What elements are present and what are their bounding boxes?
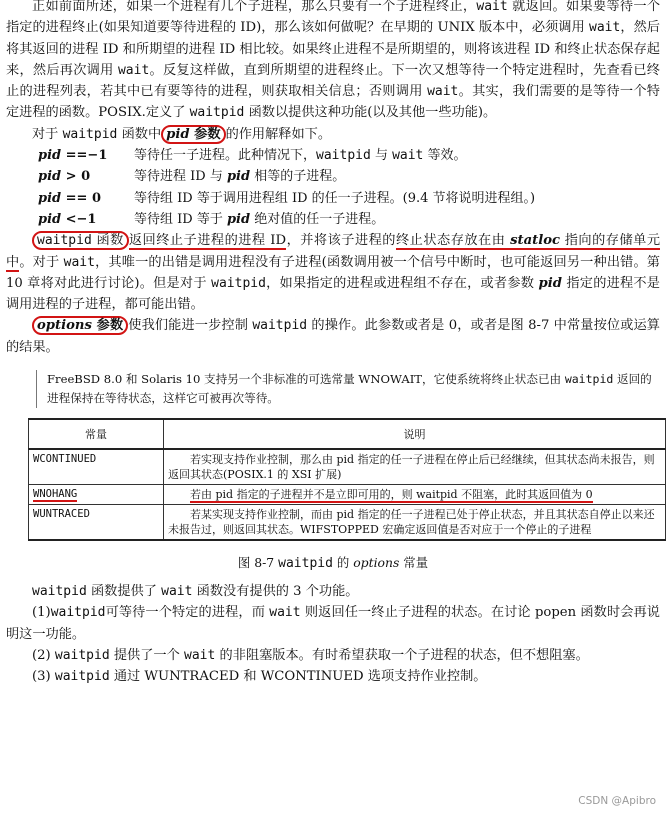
pid-param-annotation: pid 参数 — [161, 125, 225, 144]
paragraph-intro: 正如前面所述，如果一个进程有几个子进程，那么只要有一个子进程终止，wait 就返回。如果要等待一个指定的进程终止(如果知道要等待进程的 ID)，那么该如何做呢？在早期的 UNIX 版本中，必须调用 wait，然后将其返回的进程 ID 和所期望的进程 ID 相比较。如果终止进程不是所期望的，则将该进程 ID 和终止状态保存起来，然后再次调用 wait。反复这样做，直到所期望的进程终止。下一次又想等待一个特定进程时，先查看已终止的进程列表，若其中已有要等待的进程，则获取相关信息；否则调用 wait。其实，我们需要的是等待一个特定进程的函数。POSIX.定义了 waitpid 函数以提供这种功能(以及其他一些功能)。 — [6, 0, 661, 121]
options-constants-table — [28, 418, 666, 541]
figure-caption: 图 8-7 waitpid 的 options 常量 — [237, 555, 429, 572]
table-header-row — [29, 419, 666, 449]
pid-rule-item: pid == 0 等待组 ID 等于调用进程组 ID 的任一子进程。(9.4 节将说明进程组。) — [38, 190, 536, 206]
table-row: WUNTRACED 若某实现支持作业控制，而由 pid 指定的任一子进程已处于停止状态，并且其状态自停止以来还未报告过，则返回其状态。WIFSTOPPED 宏确定返回值是否对应于一个停止的子进程 — [29, 505, 666, 541]
table-row — [29, 485, 666, 505]
pid-rules-list — [6, 145, 660, 230]
options-param-annotation: options 参数 — [32, 316, 128, 335]
paragraph-return-value: waitpid 函数 返回终止子进程的进程 ID，并将该子进程的终止状态存放在由 statloc 指向的存储单元中。对于 wait，其唯一的出错是调用进程没有子进程(函数调用被一个信号中断时，也可能返回另一种出错。第 10 章将对此进行讨论)。但是对于 waitpid，如果指定的进程或进程组不存在，或者参数 pid 指定的进程不是调用进程的子进程，都可能出错。 — [6, 233, 661, 313]
pid-rule-item: pid ==−1 等待任一子进程。此种情况下，waitpid 与 wait 等效。 — [38, 148, 467, 164]
column-header-description: 说明 — [164, 419, 666, 449]
pid-rule-item: pid > 0 等待进程 ID 与 pid 相等的子进程。 — [38, 169, 346, 185]
status-storage-underline: 终止状态存放在由 statloc 指向的存储单元中 — [6, 233, 661, 270]
paragraph-features: waitpid 函数提供了 wait 函数没有提供的 3 个功能。 — [32, 584, 359, 600]
wnohang-underline: WNOHANG — [33, 488, 78, 501]
feature-item-1: (1)waitpid可等待一个特定的进程，而 wait 则返回任一终止子进程的状态。在讨论 popen 函数时会再说明这一功能。 — [6, 605, 660, 642]
wnohang-desc-underline: 若由 pid 指定的子进程并不是立即可用的，则 waitpid 不阻塞，此时其返回值为 0 — [190, 488, 593, 502]
watermark-text: CSDN @Apibro — [578, 795, 656, 807]
paragraph-options: options 参数 使我们能进一步控制 waitpid 的操作。此参数或者是 0，或者是图 8-7 中常量按位或运算的结果。 — [6, 318, 660, 355]
return-pid-underline: 返回终止子进程的进程 ID — [128, 233, 287, 249]
paragraph-pid-intro: 对于 waitpid 函数中 pid 参数 的作用解释如下。 — [32, 126, 332, 142]
feature-item-2: (2) waitpid 提供了一个 wait 的非阻塞版本。有时希望获取一个子进程的状态，但不想阻塞。 — [32, 647, 589, 663]
column-header-constant: 常量 — [29, 419, 164, 449]
side-note: FreeBSD 8.0 和 Solaris 10 支持另一个非标准的可选常量 WNOWAIT，它使系统将终止状态已由 waitpid 返回的进程保持在等待状态，这样它可被再次等待。 — [36, 370, 660, 408]
table-row: WCONTINUED 若实现支持作业控制，那么由 pid 指定的任一子进程在停止后已经继续，但其状态尚未报告，则返回其状态(POSIX.1 的 XSI 扩展) — [29, 449, 666, 485]
waitpid-function-annotation: waitpid 函数 — [32, 231, 129, 250]
feature-item-3: (3) waitpid 通过 WUNTRACED 和 WCONTINUED 选项支持作业控制。 — [32, 669, 487, 685]
pid-rule-item: pid <−1 等待组 ID 等于 pid 绝对值的任一子进程。 — [38, 211, 385, 227]
